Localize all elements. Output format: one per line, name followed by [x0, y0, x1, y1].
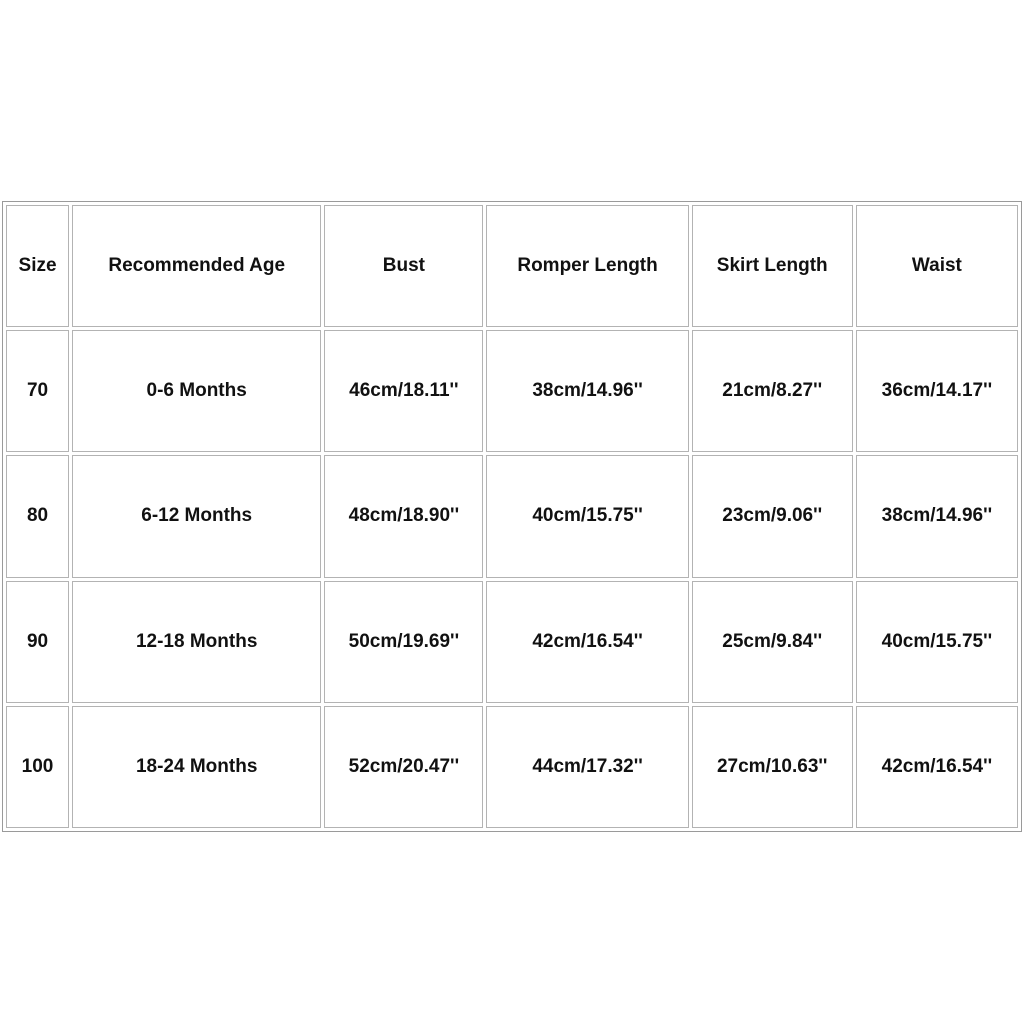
cell-skirt-length: 27cm/10.63''	[692, 706, 853, 828]
cell-romper-length: 38cm/14.96''	[486, 330, 688, 452]
cell-skirt-length: 21cm/8.27''	[692, 330, 853, 452]
cell-recommended-age: 6-12 Months	[72, 455, 321, 577]
cell-bust: 52cm/20.47''	[324, 706, 483, 828]
header-romper-length: Romper Length	[486, 205, 688, 327]
cell-recommended-age: 18-24 Months	[72, 706, 321, 828]
table-header-row	[6, 205, 1018, 327]
cell-size: 80	[6, 455, 69, 577]
table-row	[6, 330, 1018, 452]
cell-waist: 38cm/14.96''	[856, 455, 1018, 577]
table-row	[6, 455, 1018, 577]
cell-size: 100	[6, 706, 69, 828]
size-chart-table	[2, 201, 1022, 832]
cell-waist: 42cm/16.54''	[856, 706, 1018, 828]
cell-skirt-length: 23cm/9.06''	[692, 455, 853, 577]
header-size: Size	[6, 205, 69, 327]
cell-bust: 50cm/19.69''	[324, 581, 483, 703]
cell-romper-length: 40cm/15.75''	[486, 455, 688, 577]
cell-romper-length: 42cm/16.54''	[486, 581, 688, 703]
cell-romper-length: 44cm/17.32''	[486, 706, 688, 828]
table-row	[6, 581, 1018, 703]
cell-size: 90	[6, 581, 69, 703]
cell-recommended-age: 12-18 Months	[72, 581, 321, 703]
header-skirt-length: Skirt Length	[692, 205, 853, 327]
cell-waist: 36cm/14.17''	[856, 330, 1018, 452]
cell-bust: 46cm/18.11''	[324, 330, 483, 452]
cell-bust: 48cm/18.90''	[324, 455, 483, 577]
cell-skirt-length: 25cm/9.84''	[692, 581, 853, 703]
header-bust: Bust	[324, 205, 483, 327]
table-row	[6, 706, 1018, 828]
cell-waist: 40cm/15.75''	[856, 581, 1018, 703]
header-recommended-age: Recommended Age	[72, 205, 321, 327]
cell-size: 70	[6, 330, 69, 452]
cell-recommended-age: 0-6 Months	[72, 330, 321, 452]
header-waist: Waist	[856, 205, 1018, 327]
